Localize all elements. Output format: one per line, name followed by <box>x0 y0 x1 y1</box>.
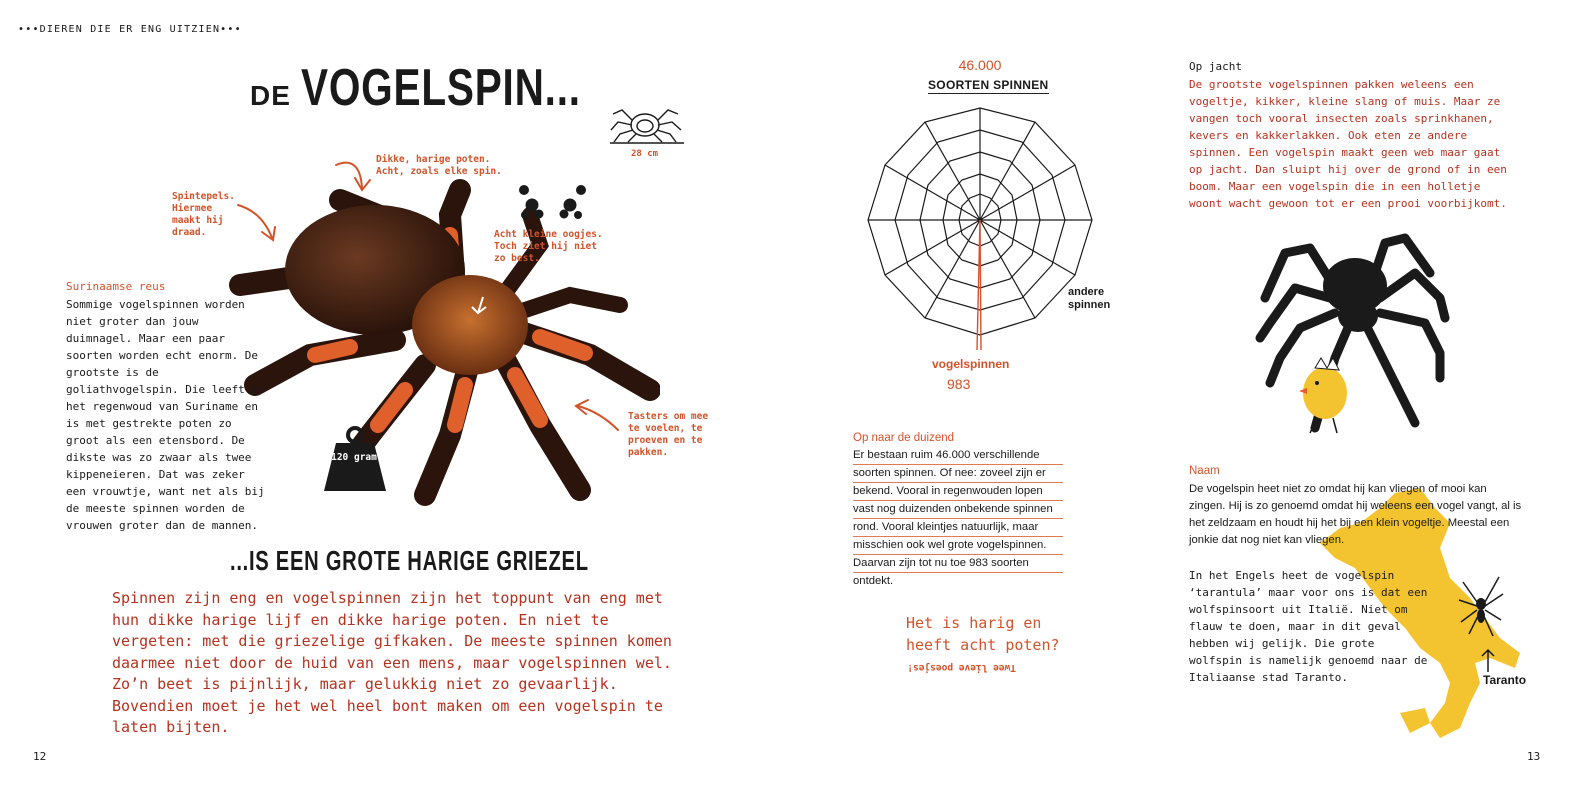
web-vogelspin-count: 983 <box>947 376 971 392</box>
english-body: In het Engels heet de vogelspin ‘tarantula’ maar voor ons is dat een wolfspinsoort uit Italië. Niet om flauw te doen, maar in dit geval hebben wij gelijk. Die grote wolfspin is namelijk genoemd naar de Italiaanse stad Taranto. <box>1189 569 1428 684</box>
riddle-question: Het is harig en heeft acht poten? <box>906 614 1060 654</box>
duizend-line: Er bestaan ruim 46.000 verschillende <box>853 447 1063 465</box>
suriname-body: Sommige vogelspinnen worden niet groter dan jouw duimnagel. Maar een paar soorten worden echt enorm. De grootste is de goliathvogelspin. Die leeft in het regenwoud van Suriname en is met gestrekte poten zo groot als een etensbord. De dikste was zo zwaar als twee kippeneieren. Dat was zeker een vrouwtje, want net als bij de meeste spinnen worden de vrouwen groter dan de mannen. <box>66 298 265 532</box>
series-header: •••DIEREN DIE ER ENG UITZIEN••• <box>18 24 242 35</box>
naam-body: De vogelspin heet niet zo omdat hij kan vliegen of mooi kan zingen. Hij is zo genoemd omdat hij weleens een vogel vangt, al is het zeldzaam en houdt hij het bij een klein vogeltje. Meestal een jonkie dat nog niet kan vliegen. <box>1189 483 1522 546</box>
spider-web-illustration <box>860 100 1100 350</box>
duizend-body <box>853 447 1063 590</box>
weight-label: 120 gram <box>331 452 377 463</box>
duizend-line: vast nog duizenden onbekende spinnen <box>853 501 1063 519</box>
taranto-arrow <box>1478 648 1498 673</box>
spider-size-icon <box>608 100 688 145</box>
suriname-heading: Surinaamse reus <box>66 280 166 293</box>
jacht-heading: Op jacht <box>1189 60 1242 73</box>
eyes-icon <box>515 182 590 224</box>
duizend-heading: Op naar de duizend <box>853 432 955 444</box>
page-number-right: 13 <box>1527 750 1541 763</box>
title-prefix: DE <box>250 80 291 111</box>
intro-text: Spinnen zijn eng en vogelspinnen zijn het toppunt van eng met hun dikke harige lijf en dikke harige poten. En niet te vergeten: met die griezelige gifkaken. De meeste spinnen komen daarmee niet door de huid van een mens, maar vogelspinnen wel. Zo’n beet is pijnlijk, maar gelukkig niet zo gevaarlijk. Bovendien moet je het wel heel bont maken om een vogelspin te laten bijten. <box>112 589 672 736</box>
taranto-label: Taranto <box>1483 673 1527 687</box>
duizend-line: Daarvan zijn tot nu toe 983 soorten <box>853 555 1063 573</box>
duizend-line: ontdekt. <box>853 575 894 587</box>
page-number-left: 12 <box>33 750 47 763</box>
naam-heading: Naam <box>1189 465 1220 477</box>
title-main: VOGELSPIN... <box>300 59 581 117</box>
palps-annotation: Tasters om mee te voelen, te proeven en te pakken. <box>628 411 709 458</box>
web-total-label: SOORTEN SPINNEN <box>928 78 1049 92</box>
web-vogelspin-label: vogelspinnen <box>932 357 1010 371</box>
eyes-annotation: Acht kleine oogjes. Toch ziet hij niet zo best. <box>494 229 603 264</box>
riddle-answer: Twee lieve poesjes! <box>907 662 1016 673</box>
duizend-line: soorten spinnen. Of nee: zoveel zijn er <box>853 465 1063 483</box>
spider-chick-illustration <box>1255 228 1455 448</box>
spinnerets-annotation: Spintepels. Hiermee maakt hij draad. <box>172 191 235 238</box>
jacht-body: De grootste vogelspinnen pakken weleens een vogeltje, kikker, kleine slang of muis. Maar ze vangen toch vooral insecten zoals sprinkhanen, kevers en kakkerlakken. Ook eten ze andere spinnen. Een vogelspin maakt geen web maar gaat op jacht. Dan sluipt hij over de grond of in een boom. Maar een vogelspin die in een holletje woont wacht gewoon tot er een prooi voorbijkomt. <box>1189 78 1507 210</box>
subtitle: ...IS EEN GROTE HARIGE GRIEZEL <box>230 545 589 576</box>
duizend-line: misschien ook wel grote vogelspinnen. <box>853 537 1063 555</box>
duizend-line: rond. Vooral kleintjes natuurlijk, maar <box>853 519 1063 537</box>
size-label: 28 cm <box>631 149 659 159</box>
wolf-spider-icon <box>1455 572 1505 642</box>
web-other-label: andere spinnen <box>1068 286 1111 311</box>
web-total-count: 46.000 <box>958 57 1002 73</box>
legs-annotation: Dikke, harige poten. Acht, zoals elke spin. <box>376 154 502 177</box>
duizend-line: bekend. Vooral in regenwouden lopen <box>853 483 1063 501</box>
